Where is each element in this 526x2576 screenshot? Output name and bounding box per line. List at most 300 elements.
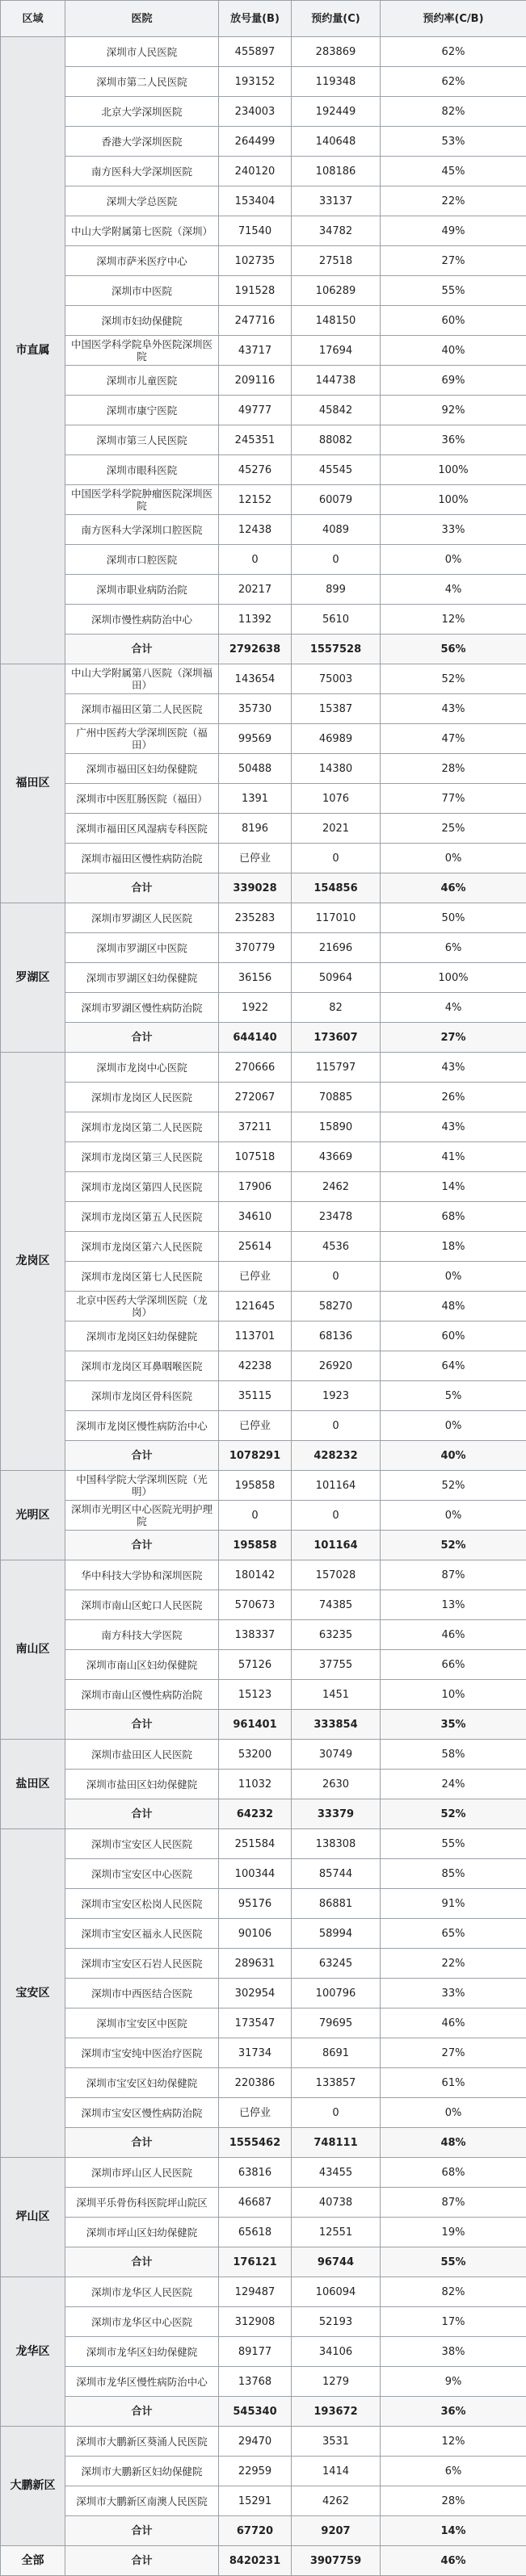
table-row (1, 1501, 526, 1531)
cell-booked: 1923 (292, 1381, 381, 1411)
subtotal-cell-booked: 193672 (292, 2397, 381, 2427)
cell-booked: 27518 (292, 246, 381, 276)
cell-issued: 143654 (219, 664, 292, 694)
table-row (1, 2008, 526, 2038)
cell-booked: 17694 (292, 336, 381, 366)
cell-booked: 0 (292, 1262, 381, 1292)
cell-issued: 50488 (219, 754, 292, 784)
cell-issued: 272067 (219, 1083, 292, 1112)
cell-rate: 18% (381, 1232, 526, 1262)
cell-booked: 45545 (292, 455, 381, 485)
table-row (1, 1620, 526, 1650)
cell-issued: 已停业 (219, 1411, 292, 1441)
cell-rate: 45% (381, 157, 526, 186)
cell-booked: 133857 (292, 2068, 381, 2098)
cell-booked: 37755 (292, 1650, 381, 1680)
cell-hospital: 深圳市坪山区妇幼保健院 (65, 2218, 219, 2247)
cell-booked: 0 (292, 1501, 381, 1531)
cell-booked: 0 (292, 2098, 381, 2128)
table-row (1, 2158, 526, 2188)
subtotal-cell-issued: 176121 (219, 2247, 292, 2277)
cell-booked: 119348 (292, 67, 381, 97)
cell-hospital: 深圳市中西医结合医院 (65, 1979, 219, 2008)
table-row (1, 2486, 526, 2516)
cell-hospital: 深圳市宝安区松岗人民医院 (65, 1889, 219, 1919)
cell-issued: 31734 (219, 2038, 292, 2068)
cell-issued: 570673 (219, 1590, 292, 1620)
table-row (1, 605, 526, 635)
cell-hospital: 深圳市福田区第二人民医院 (65, 694, 219, 724)
subtotal-cell-rate: 27% (381, 1023, 526, 1053)
table-row (1, 575, 526, 605)
cell-rate: 85% (381, 1859, 526, 1889)
cell-issued: 113701 (219, 1322, 292, 1351)
table-row (1, 1322, 526, 1351)
cell-rate: 87% (381, 2188, 526, 2218)
cell-booked: 34106 (292, 2337, 381, 2367)
table-row (1, 1411, 526, 1441)
table-row (1, 1232, 526, 1262)
cell-rate: 26% (381, 1083, 526, 1112)
subtotal-cell-issued: 1078291 (219, 1441, 292, 1471)
cell-issued: 235283 (219, 903, 292, 933)
cell-hospital: 深圳市福田区风湿病专科医院 (65, 814, 219, 844)
cell-booked: 34782 (292, 216, 381, 246)
table-row (1, 67, 526, 97)
district-name: 福田区 (1, 664, 65, 903)
cell-rate: 47% (381, 724, 526, 754)
cell-hospital: 深圳市光明区中心医院光明护理院 (65, 1501, 219, 1531)
cell-issued: 138337 (219, 1620, 292, 1650)
cell-rate: 100% (381, 455, 526, 485)
cell-issued: 180142 (219, 1560, 292, 1590)
cell-issued: 37211 (219, 1112, 292, 1142)
subtotal-cell-hospital: 合计 (65, 1710, 219, 1740)
cell-booked: 0 (292, 844, 381, 873)
cell-issued: 49777 (219, 396, 292, 425)
cell-issued: 234003 (219, 97, 292, 127)
subtotal-cell-issued: 64232 (219, 1799, 292, 1829)
cell-hospital: 深圳市中医院 (65, 276, 219, 306)
cell-issued: 11392 (219, 605, 292, 635)
table-row (1, 1650, 526, 1680)
cell-rate: 43% (381, 1112, 526, 1142)
district-name: 光明区 (1, 1471, 65, 1560)
cell-hospital: 深圳市龙华区妇幼保健院 (65, 2337, 219, 2367)
subtotal-cell-rate: 14% (381, 2516, 526, 2546)
cell-hospital: 深圳市罗湖区妇幼保健院 (65, 963, 219, 993)
subtotal-cell-booked: 154856 (292, 873, 381, 903)
cell-rate: 17% (381, 2307, 526, 2337)
cell-rate: 61% (381, 2068, 526, 2098)
table-row (1, 336, 526, 366)
cell-issued: 25614 (219, 1232, 292, 1262)
cell-booked: 86881 (292, 1889, 381, 1919)
header-row (1, 1, 526, 37)
cell-rate: 4% (381, 993, 526, 1023)
table-row (1, 2277, 526, 2307)
cell-rate: 6% (381, 2457, 526, 2486)
cell-booked: 46989 (292, 724, 381, 754)
subtotal-row (1, 1441, 526, 1471)
table-row (1, 2188, 526, 2218)
table-row (1, 1770, 526, 1799)
cell-booked: 117010 (292, 903, 381, 933)
cell-issued: 17906 (219, 1172, 292, 1202)
cell-hospital: 深圳市宝安区中医院 (65, 2008, 219, 2038)
cell-issued: 302954 (219, 1979, 292, 2008)
cell-hospital: 南方医科大学深圳医院 (65, 157, 219, 186)
table-row (1, 37, 526, 67)
cell-booked: 3531 (292, 2427, 381, 2457)
subtotal-cell-booked: 1557528 (292, 635, 381, 664)
table-row (1, 396, 526, 425)
cell-rate: 0% (381, 1262, 526, 1292)
district-name: 南山区 (1, 1560, 65, 1740)
cell-booked: 58994 (292, 1919, 381, 1949)
table-row (1, 2367, 526, 2397)
cell-issued: 153404 (219, 186, 292, 216)
cell-hospital: 深圳市宝安区中心医院 (65, 1859, 219, 1889)
cell-hospital: 深圳市南山区慢性病防治院 (65, 1680, 219, 1710)
cell-rate: 6% (381, 933, 526, 963)
cell-booked: 63245 (292, 1949, 381, 1979)
cell-booked: 157028 (292, 1560, 381, 1590)
cell-hospital: 深圳市龙华区人民医院 (65, 2277, 219, 2307)
table-row (1, 127, 526, 157)
subtotal-row (1, 1799, 526, 1829)
cell-rate: 64% (381, 1351, 526, 1381)
table-row (1, 1949, 526, 1979)
cell-issued: 65618 (219, 2218, 292, 2247)
subtotal-cell-booked: 101164 (292, 1531, 381, 1560)
subtotal-cell-issued: 1555462 (219, 2128, 292, 2158)
subtotal-cell-issued: 644140 (219, 1023, 292, 1053)
cell-rate: 22% (381, 1949, 526, 1979)
table-row (1, 724, 526, 754)
subtotal-cell-booked: 173607 (292, 1023, 381, 1053)
cell-rate: 53% (381, 127, 526, 157)
cell-issued: 95176 (219, 1889, 292, 1919)
cell-issued: 0 (219, 545, 292, 575)
cell-rate: 62% (381, 37, 526, 67)
cell-hospital: 深圳市龙岗区妇幼保健院 (65, 1322, 219, 1351)
cell-rate: 69% (381, 366, 526, 396)
cell-issued: 312908 (219, 2307, 292, 2337)
cell-booked: 140648 (292, 127, 381, 157)
table-row (1, 2038, 526, 2068)
cell-issued: 220386 (219, 2068, 292, 2098)
cell-booked: 106289 (292, 276, 381, 306)
cell-issued: 270666 (219, 1053, 292, 1083)
cell-booked: 70885 (292, 1083, 381, 1112)
cell-rate: 12% (381, 2427, 526, 2457)
subtotal-cell-issued: 67720 (219, 2516, 292, 2546)
cell-issued: 71540 (219, 216, 292, 246)
cell-booked: 14380 (292, 754, 381, 784)
cell-booked: 2021 (292, 814, 381, 844)
cell-hospital: 深圳市南山区妇幼保健院 (65, 1650, 219, 1680)
cell-booked: 115797 (292, 1053, 381, 1083)
cell-rate: 4% (381, 575, 526, 605)
table-row (1, 1351, 526, 1381)
cell-rate: 41% (381, 1142, 526, 1172)
cell-hospital: 深圳市龙岗区第四人民医院 (65, 1172, 219, 1202)
cell-issued: 102735 (219, 246, 292, 276)
cell-booked: 15890 (292, 1112, 381, 1142)
cell-hospital: 深圳市龙岗区耳鼻咽喉医院 (65, 1351, 219, 1381)
cell-hospital: 深圳市福田区慢性病防治院 (65, 844, 219, 873)
header-rate: 预约率(C/B) (381, 1, 526, 37)
subtotal-cell-hospital: 合计 (65, 1023, 219, 1053)
cell-booked: 4262 (292, 2486, 381, 2516)
cell-issued: 251584 (219, 1829, 292, 1859)
cell-booked: 82 (292, 993, 381, 1023)
cell-issued: 12438 (219, 515, 292, 545)
cell-hospital: 广州中医药大学深圳医院（福田） (65, 724, 219, 754)
grand-total-label: 全部 (1, 2546, 65, 2576)
cell-rate: 60% (381, 1322, 526, 1351)
table-row (1, 306, 526, 336)
table-row (1, 276, 526, 306)
cell-rate: 60% (381, 306, 526, 336)
subtotal-cell-rate: 52% (381, 1531, 526, 1560)
table-row (1, 1919, 526, 1949)
cell-booked: 2630 (292, 1770, 381, 1799)
table-row (1, 814, 526, 844)
cell-booked: 26920 (292, 1351, 381, 1381)
cell-rate: 48% (381, 1292, 526, 1322)
subtotal-row (1, 1710, 526, 1740)
table-row (1, 1829, 526, 1859)
cell-hospital: 深圳市龙岗区人民医院 (65, 1083, 219, 1112)
cell-rate: 58% (381, 1740, 526, 1770)
cell-rate: 25% (381, 814, 526, 844)
cell-rate: 43% (381, 694, 526, 724)
district-name: 罗湖区 (1, 903, 65, 1053)
cell-rate: 66% (381, 1650, 526, 1680)
cell-issued: 107518 (219, 1142, 292, 1172)
district-name: 龙华区 (1, 2277, 65, 2427)
subtotal-row (1, 2128, 526, 2158)
table-row (1, 1979, 526, 2008)
district-name: 宝安区 (1, 1829, 65, 2158)
cell-booked: 106094 (292, 2277, 381, 2307)
cell-issued: 89177 (219, 2337, 292, 2367)
cell-issued: 209116 (219, 366, 292, 396)
district-name: 大鹏新区 (1, 2427, 65, 2546)
cell-issued: 173547 (219, 2008, 292, 2038)
cell-hospital: 深圳市萨米医疗中心 (65, 246, 219, 276)
cell-issued: 46687 (219, 2188, 292, 2218)
cell-rate: 27% (381, 246, 526, 276)
cell-issued: 63816 (219, 2158, 292, 2188)
cell-rate: 27% (381, 2038, 526, 2068)
cell-hospital: 深圳市大鹏新区妇幼保健院 (65, 2457, 219, 2486)
subtotal-cell-rate: 56% (381, 635, 526, 664)
cell-issued: 15291 (219, 2486, 292, 2516)
district-name: 龙岗区 (1, 1053, 65, 1471)
cell-hospital: 深圳市龙岗区第五人民医院 (65, 1202, 219, 1232)
cell-rate: 12% (381, 605, 526, 635)
cell-booked: 1414 (292, 2457, 381, 2486)
cell-rate: 36% (381, 425, 526, 455)
cell-rate: 65% (381, 1919, 526, 1949)
cell-hospital: 深圳市眼科医院 (65, 455, 219, 485)
table-row (1, 933, 526, 963)
table-row (1, 157, 526, 186)
subtotal-row (1, 2397, 526, 2427)
cell-rate: 49% (381, 216, 526, 246)
cell-hospital: 深圳平乐骨伤科医院坪山院区 (65, 2188, 219, 2218)
cell-hospital: 深圳市第三人民医院 (65, 425, 219, 455)
cell-issued: 22959 (219, 2457, 292, 2486)
subtotal-cell-rate: 46% (381, 873, 526, 903)
cell-rate: 0% (381, 545, 526, 575)
cell-hospital: 华中科技大学协和深圳医院 (65, 1560, 219, 1590)
subtotal-cell-hospital: 合计 (65, 2516, 219, 2546)
cell-hospital: 香港大学深圳医院 (65, 127, 219, 157)
cell-rate: 68% (381, 1202, 526, 1232)
table-row (1, 1142, 526, 1172)
subtotal-cell-rate: 36% (381, 2397, 526, 2427)
cell-rate: 0% (381, 1411, 526, 1441)
cell-hospital: 中山大学附属第七医院（深圳） (65, 216, 219, 246)
cell-booked: 74385 (292, 1590, 381, 1620)
table-row (1, 545, 526, 575)
subtotal-cell-issued: 195858 (219, 1531, 292, 1560)
table-row (1, 97, 526, 127)
cell-hospital: 深圳市口腔医院 (65, 545, 219, 575)
cell-issued: 36156 (219, 963, 292, 993)
cell-rate: 50% (381, 903, 526, 933)
table-row (1, 1083, 526, 1112)
grand-total-cell-booked: 3907759 (292, 2546, 381, 2576)
header-booked: 预约量(C) (292, 1, 381, 37)
cell-issued: 34610 (219, 1202, 292, 1232)
cell-rate: 13% (381, 1590, 526, 1620)
cell-rate: 28% (381, 754, 526, 784)
subtotal-cell-booked: 428232 (292, 1441, 381, 1471)
cell-issued: 1391 (219, 784, 292, 814)
cell-issued: 245351 (219, 425, 292, 455)
subtotal-row (1, 635, 526, 664)
table-row (1, 784, 526, 814)
cell-booked: 1279 (292, 2367, 381, 2397)
table-row (1, 1262, 526, 1292)
cell-hospital: 南方科技大学医院 (65, 1620, 219, 1650)
subtotal-cell-hospital: 合计 (65, 2128, 219, 2158)
cell-issued: 100344 (219, 1859, 292, 1889)
cell-issued: 289631 (219, 1949, 292, 1979)
cell-issued: 0 (219, 1501, 292, 1531)
cell-rate: 55% (381, 276, 526, 306)
cell-hospital: 深圳市宝安区人民医院 (65, 1829, 219, 1859)
cell-issued: 455897 (219, 37, 292, 67)
cell-hospital: 深圳市第二人民医院 (65, 67, 219, 97)
cell-rate: 62% (381, 67, 526, 97)
subtotal-cell-hospital: 合计 (65, 1531, 219, 1560)
subtotal-cell-rate: 52% (381, 1799, 526, 1829)
cell-rate: 55% (381, 1829, 526, 1859)
cell-rate: 0% (381, 2098, 526, 2128)
cell-rate: 14% (381, 1172, 526, 1202)
cell-rate: 33% (381, 1979, 526, 2008)
table-row (1, 515, 526, 545)
cell-rate: 38% (381, 2337, 526, 2367)
cell-hospital: 深圳市慢性病防治中心 (65, 605, 219, 635)
cell-issued: 12152 (219, 485, 292, 515)
subtotal-cell-rate: 48% (381, 2128, 526, 2158)
cell-booked: 283869 (292, 37, 381, 67)
cell-rate: 5% (381, 1381, 526, 1411)
table-row (1, 664, 526, 694)
cell-booked: 85744 (292, 1859, 381, 1889)
cell-hospital: 深圳市南山区蛇口人民医院 (65, 1590, 219, 1620)
cell-hospital: 深圳市宝安纯中医治疗医院 (65, 2038, 219, 2068)
cell-booked: 2462 (292, 1172, 381, 1202)
cell-rate: 87% (381, 1560, 526, 1590)
table-row (1, 1292, 526, 1322)
cell-issued: 1922 (219, 993, 292, 1023)
header-hospital: 医院 (65, 1, 219, 37)
cell-rate: 52% (381, 1471, 526, 1501)
table-row (1, 1381, 526, 1411)
cell-rate: 19% (381, 2218, 526, 2247)
cell-booked: 33137 (292, 186, 381, 216)
cell-issued: 53200 (219, 1740, 292, 1770)
cell-hospital: 深圳大学总医院 (65, 186, 219, 216)
table-row (1, 1172, 526, 1202)
subtotal-cell-issued: 545340 (219, 2397, 292, 2427)
subtotal-cell-booked: 9207 (292, 2516, 381, 2546)
cell-booked: 50964 (292, 963, 381, 993)
cell-issued: 13768 (219, 2367, 292, 2397)
cell-issued: 247716 (219, 306, 292, 336)
cell-issued: 35115 (219, 1381, 292, 1411)
table-row (1, 1740, 526, 1770)
cell-booked: 138308 (292, 1829, 381, 1859)
subtotal-row (1, 1531, 526, 1560)
cell-booked: 100796 (292, 1979, 381, 2008)
table-row (1, 2098, 526, 2128)
subtotal-cell-issued: 961401 (219, 1710, 292, 1740)
table-row (1, 1053, 526, 1083)
table-row (1, 2218, 526, 2247)
cell-hospital: 南方医科大学深圳口腔医院 (65, 515, 219, 545)
cell-booked: 144738 (292, 366, 381, 396)
subtotal-cell-issued: 2792638 (219, 635, 292, 664)
cell-rate: 100% (381, 485, 526, 515)
cell-issued: 240120 (219, 157, 292, 186)
cell-hospital: 深圳市福田区妇幼保健院 (65, 754, 219, 784)
cell-issued: 193152 (219, 67, 292, 97)
subtotal-cell-hospital: 合计 (65, 873, 219, 903)
table-row (1, 1560, 526, 1590)
cell-issued: 191528 (219, 276, 292, 306)
cell-booked: 899 (292, 575, 381, 605)
cell-issued: 29470 (219, 2427, 292, 2457)
cell-hospital: 北京中医药大学深圳医院（龙岗） (65, 1292, 219, 1322)
subtotal-cell-hospital: 合计 (65, 1799, 219, 1829)
table-row (1, 2457, 526, 2486)
cell-hospital: 深圳市盐田区人民医院 (65, 1740, 219, 1770)
subtotal-cell-booked: 96744 (292, 2247, 381, 2277)
district-name: 市直属 (1, 37, 65, 664)
cell-issued: 264499 (219, 127, 292, 157)
cell-rate: 91% (381, 1889, 526, 1919)
table-row (1, 2307, 526, 2337)
